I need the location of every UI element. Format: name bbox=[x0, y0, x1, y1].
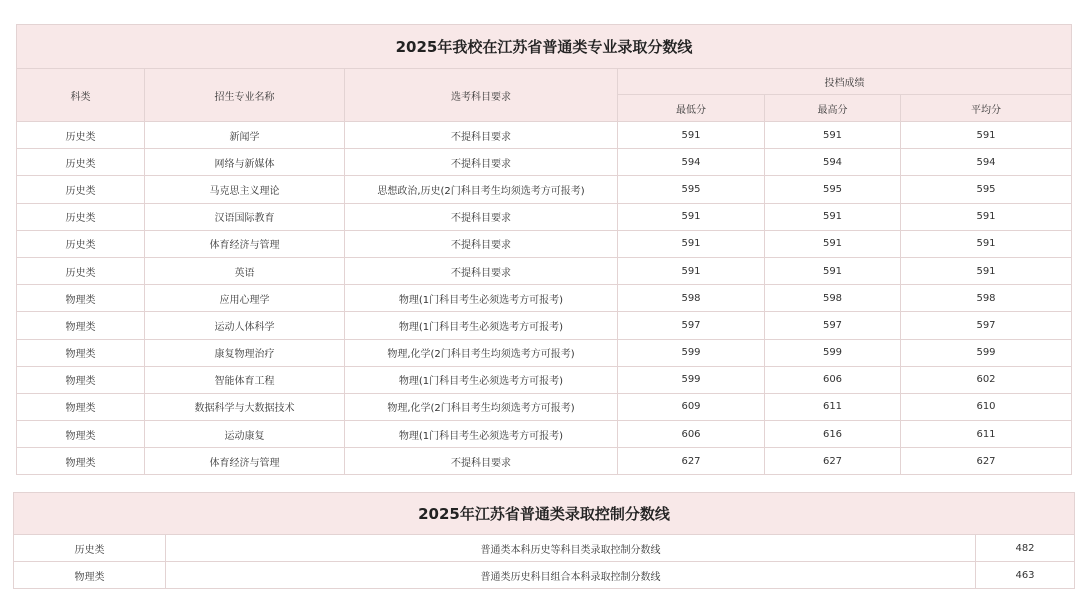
cell-major: 数据科学与大数据技术 bbox=[145, 393, 345, 420]
cell-category: 物理类 bbox=[17, 421, 145, 448]
cell-requirement: 不提科目要求 bbox=[345, 257, 618, 284]
cell-requirement: 不提科目要求 bbox=[345, 203, 618, 230]
cell-avg: 591 bbox=[901, 257, 1072, 284]
cell-major: 运动人体科学 bbox=[145, 312, 345, 339]
cell-max: 611 bbox=[765, 393, 901, 420]
table-row bbox=[17, 203, 1072, 230]
cell-category: 物理类 bbox=[17, 366, 145, 393]
cell-major: 新闻学 bbox=[145, 122, 345, 149]
cell-major: 汉语国际教育 bbox=[145, 203, 345, 230]
cell-category: 物理类 bbox=[17, 312, 145, 339]
cell-major: 体育经济与管理 bbox=[145, 230, 345, 257]
cell-requirement: 物理(1门科目考生必须选考方可报考) bbox=[345, 312, 618, 339]
cell-category: 物理类 bbox=[17, 339, 145, 366]
table-row bbox=[17, 149, 1072, 176]
table-row bbox=[17, 421, 1072, 448]
cell-max: 591 bbox=[765, 122, 901, 149]
cell-category: 物理类 bbox=[14, 562, 166, 589]
cell-name: 普通类历史科目组合本科录取控制分数线 bbox=[166, 562, 976, 589]
cell-category: 历史类 bbox=[17, 203, 145, 230]
cell-major: 马克思主义理论 bbox=[145, 176, 345, 203]
cell-score: 463 bbox=[976, 562, 1075, 589]
cell-category: 历史类 bbox=[17, 122, 145, 149]
table-row bbox=[17, 393, 1072, 420]
table-row bbox=[17, 176, 1072, 203]
cell-avg: 591 bbox=[901, 203, 1072, 230]
header-min: 最低分 bbox=[618, 95, 765, 122]
cell-avg: 591 bbox=[901, 122, 1072, 149]
header-requirement: 选考科目要求 bbox=[345, 69, 618, 122]
cell-max: 594 bbox=[765, 149, 901, 176]
cell-category: 历史类 bbox=[17, 149, 145, 176]
cell-avg: 602 bbox=[901, 366, 1072, 393]
table-row bbox=[17, 448, 1072, 475]
cell-min: 591 bbox=[618, 122, 765, 149]
cell-min: 597 bbox=[618, 312, 765, 339]
cell-requirement: 物理(1门科目考生必须选考方可报考) bbox=[345, 366, 618, 393]
cell-major: 英语 bbox=[145, 257, 345, 284]
cell-major: 网络与新媒体 bbox=[145, 149, 345, 176]
cell-avg: 627 bbox=[901, 448, 1072, 475]
table-title: 2025年江苏省普通类录取控制分数线 bbox=[14, 493, 1075, 535]
cell-min: 591 bbox=[618, 203, 765, 230]
cell-score: 482 bbox=[976, 535, 1075, 562]
table-row bbox=[17, 230, 1072, 257]
cell-max: 598 bbox=[765, 285, 901, 312]
cell-category: 物理类 bbox=[17, 285, 145, 312]
cell-min: 599 bbox=[618, 339, 765, 366]
cell-max: 597 bbox=[765, 312, 901, 339]
header-category: 科类 bbox=[17, 69, 145, 122]
cell-min: 595 bbox=[618, 176, 765, 203]
cell-min: 606 bbox=[618, 421, 765, 448]
cell-category: 物理类 bbox=[17, 448, 145, 475]
cell-major: 运动康复 bbox=[145, 421, 345, 448]
cell-requirement: 物理(1门科目考生必须选考方可报考) bbox=[345, 285, 618, 312]
cell-max: 599 bbox=[765, 339, 901, 366]
cell-name: 普通类本科历史等科目类录取控制分数线 bbox=[166, 535, 976, 562]
cell-requirement: 不提科目要求 bbox=[345, 122, 618, 149]
table-row bbox=[17, 312, 1072, 339]
cell-min: 599 bbox=[618, 366, 765, 393]
cell-max: 627 bbox=[765, 448, 901, 475]
cell-max: 591 bbox=[765, 203, 901, 230]
header-avg: 平均分 bbox=[901, 95, 1072, 122]
cell-avg: 595 bbox=[901, 176, 1072, 203]
cell-max: 616 bbox=[765, 421, 901, 448]
cell-avg: 599 bbox=[901, 339, 1072, 366]
cell-requirement: 物理(1门科目考生必须选考方可报考) bbox=[345, 421, 618, 448]
cell-min: 598 bbox=[618, 285, 765, 312]
table-row bbox=[17, 366, 1072, 393]
cell-avg: 591 bbox=[901, 230, 1072, 257]
table-row bbox=[17, 257, 1072, 284]
cell-min: 591 bbox=[618, 257, 765, 284]
table-row bbox=[17, 122, 1072, 149]
admission-scores-table bbox=[16, 24, 1072, 475]
table-row bbox=[17, 285, 1072, 312]
cell-major: 体育经济与管理 bbox=[145, 448, 345, 475]
cell-max: 595 bbox=[765, 176, 901, 203]
cell-min: 627 bbox=[618, 448, 765, 475]
cell-category: 历史类 bbox=[17, 257, 145, 284]
cell-min: 609 bbox=[618, 393, 765, 420]
cell-avg: 611 bbox=[901, 421, 1072, 448]
cell-category: 物理类 bbox=[17, 393, 145, 420]
table-title: 2025年我校在江苏省普通类专业录取分数线 bbox=[17, 25, 1072, 69]
cell-requirement: 物理,化学(2门科目考生均须选考方可报考) bbox=[345, 393, 618, 420]
cell-requirement: 思想政治,历史(2门科目考生均须选考方可报考) bbox=[345, 176, 618, 203]
table-row bbox=[14, 535, 1075, 562]
cell-max: 591 bbox=[765, 230, 901, 257]
cell-major: 智能体育工程 bbox=[145, 366, 345, 393]
cell-requirement: 不提科目要求 bbox=[345, 149, 618, 176]
cell-min: 594 bbox=[618, 149, 765, 176]
cell-requirement: 不提科目要求 bbox=[345, 230, 618, 257]
cell-max: 606 bbox=[765, 366, 901, 393]
cell-requirement: 不提科目要求 bbox=[345, 448, 618, 475]
table-row bbox=[14, 562, 1075, 589]
header-max: 最高分 bbox=[765, 95, 901, 122]
cell-requirement: 物理,化学(2门科目考生均须选考方可报考) bbox=[345, 339, 618, 366]
cell-avg: 594 bbox=[901, 149, 1072, 176]
cell-min: 591 bbox=[618, 230, 765, 257]
cell-max: 591 bbox=[765, 257, 901, 284]
cell-category: 历史类 bbox=[14, 535, 166, 562]
cell-major: 康复物理治疗 bbox=[145, 339, 345, 366]
header-score-group: 投档成绩 bbox=[618, 69, 1072, 95]
cell-avg: 597 bbox=[901, 312, 1072, 339]
cell-avg: 610 bbox=[901, 393, 1072, 420]
cell-category: 历史类 bbox=[17, 230, 145, 257]
cell-avg: 598 bbox=[901, 285, 1072, 312]
header-major: 招生专业名称 bbox=[145, 69, 345, 122]
cell-category: 历史类 bbox=[17, 176, 145, 203]
cell-major: 应用心理学 bbox=[145, 285, 345, 312]
table-row bbox=[17, 339, 1072, 366]
control-scores-table bbox=[13, 492, 1075, 589]
